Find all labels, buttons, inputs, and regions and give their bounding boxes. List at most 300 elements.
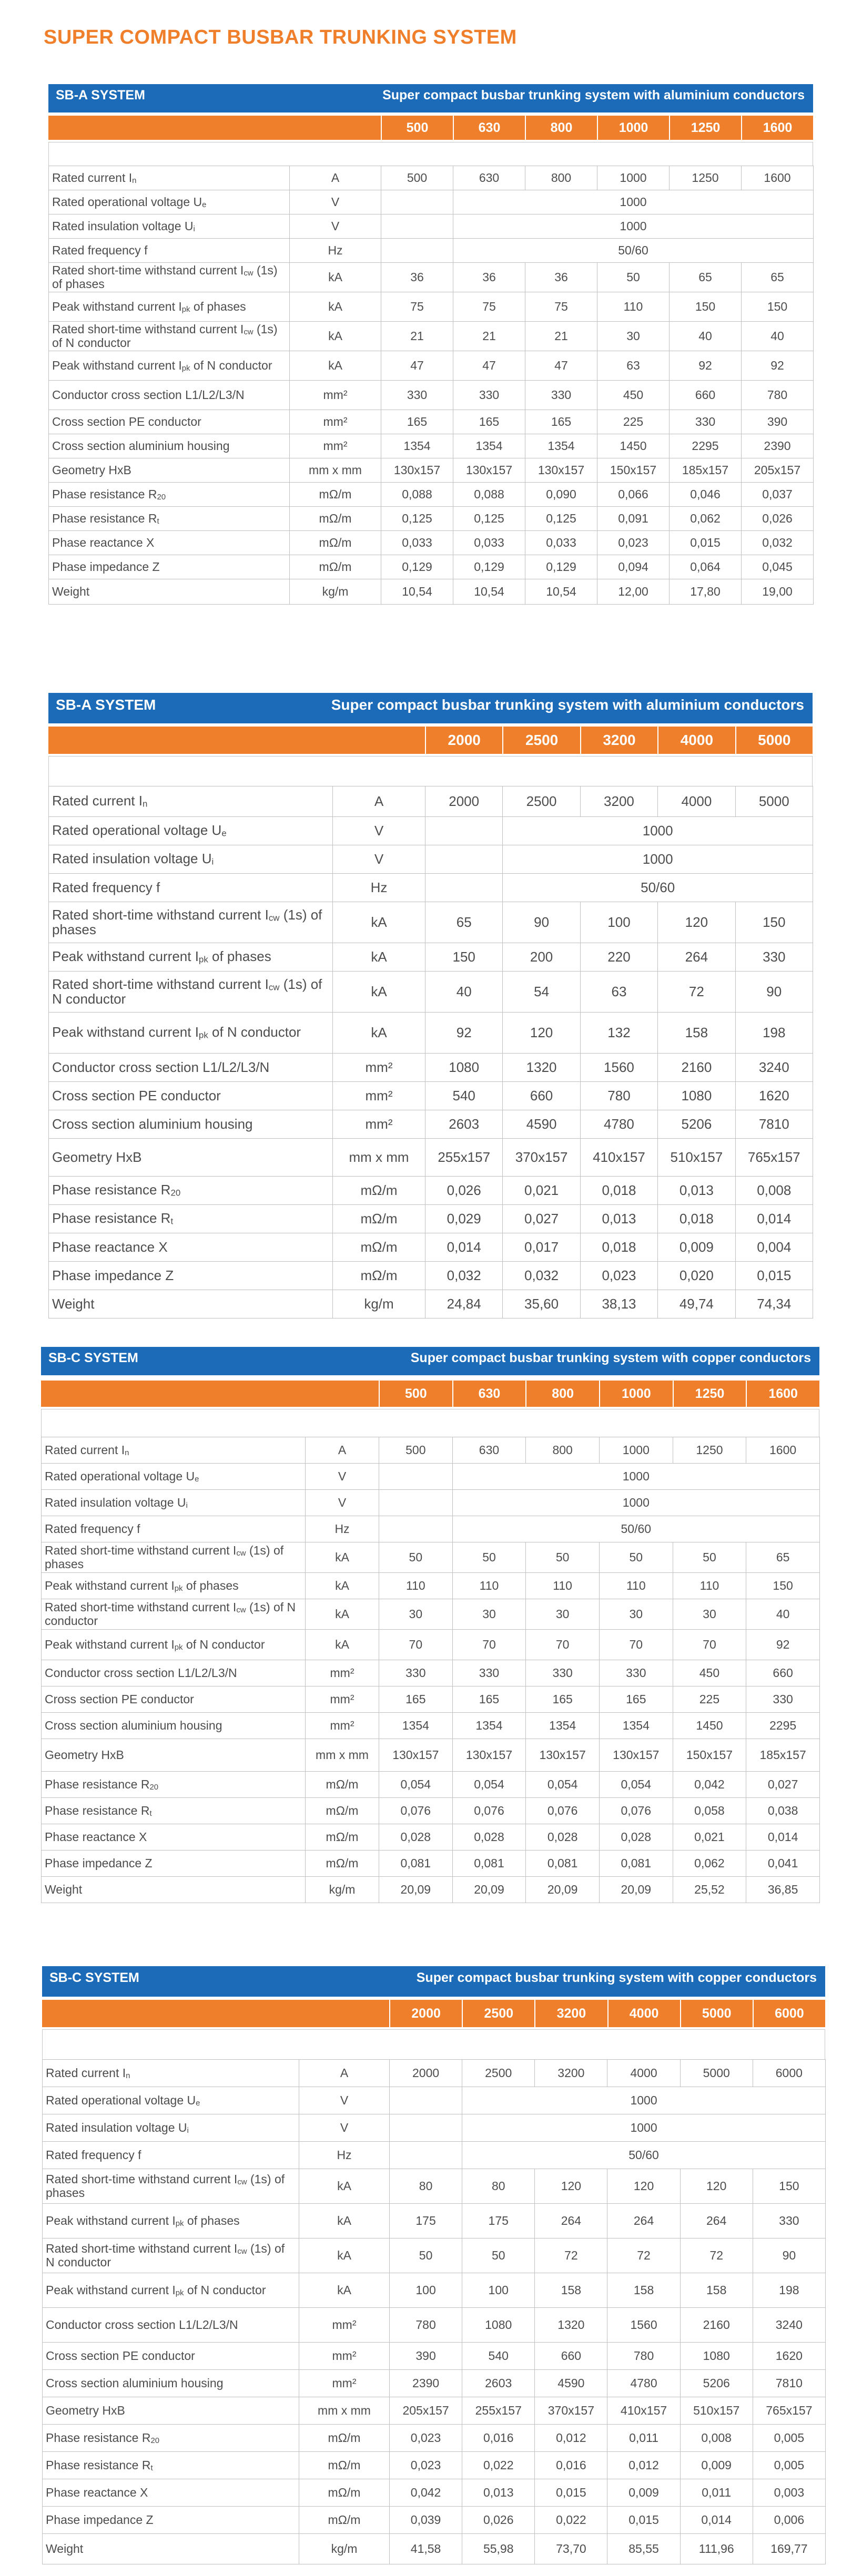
unit-cell: kA <box>333 943 425 972</box>
value-cell: 10,54 <box>453 579 525 605</box>
parameter-label: Conductor cross section L1/L2/L3/N <box>49 1054 333 1082</box>
merged-value-cell: 1000 <box>462 2087 826 2114</box>
value-cell: 5000 <box>735 786 813 817</box>
value-cell: 30 <box>379 1599 453 1630</box>
value-cell: 72 <box>658 972 735 1013</box>
value-cell: 0,018 <box>658 1205 735 1233</box>
value-cell: 75 <box>453 292 525 322</box>
value-cell: 0,015 <box>735 1262 813 1290</box>
value-cell: 0,129 <box>525 555 597 579</box>
parameter-label: Rated frequency f <box>43 2142 299 2169</box>
value-cell: 130x157 <box>525 458 597 483</box>
system-description: Super compact busbar trunking system with aluminium conductors <box>382 88 805 103</box>
value-cell: 41,58 <box>390 2534 462 2564</box>
merged-value-cell: 1000 <box>503 817 813 845</box>
parameter-label: Peak withstand current $I_{pk}$ of phases <box>42 1573 306 1599</box>
value-cell: 540 <box>425 1082 503 1110</box>
value-cell: 50 <box>379 1542 453 1573</box>
value-cell: 30 <box>673 1599 746 1630</box>
ratings-header-bar <box>41 1381 819 1407</box>
value-cell: 165 <box>452 1686 526 1713</box>
value-cell: 90 <box>735 972 813 1013</box>
parameter-label: Geometry HxB <box>49 1139 333 1177</box>
rating-header-cell: 630 <box>453 116 525 140</box>
value-cell: 780 <box>742 381 814 410</box>
value-cell: 110 <box>526 1573 600 1599</box>
unit-cell: mm² <box>299 2308 390 2343</box>
value-cell: 264 <box>607 2204 680 2238</box>
parameter-label: Conductor cross section L1/L2/L3/N <box>42 1660 306 1686</box>
parameter-label: Geometry HxB <box>49 458 290 483</box>
rating-header-cell: 3200 <box>534 2000 607 2027</box>
spacer-row <box>42 2029 825 2060</box>
value-cell: 510x157 <box>658 1139 735 1177</box>
unit-cell: kA <box>299 2238 390 2273</box>
value-cell: 1600 <box>746 1437 820 1464</box>
parameter-label: Weight <box>49 579 290 605</box>
value-cell: 0,046 <box>670 483 742 507</box>
merged-value-cell: 1000 <box>462 2114 826 2142</box>
parameter-label: Rated short-time withstand current $I_{cw}$ (1s) of N conductor <box>49 322 290 351</box>
table-row <box>49 351 814 381</box>
value-cell: 0,009 <box>658 1233 735 1262</box>
unit-cell: mΩ/m <box>290 531 381 555</box>
rating-header-cell: 5000 <box>680 2000 753 2027</box>
ratings-header-bar <box>48 727 813 754</box>
value-cell: 0,016 <box>462 2425 535 2452</box>
value-cell: 175 <box>390 2204 462 2238</box>
parameter-label: Phase resistance $R_{20}$ <box>43 2425 299 2452</box>
system-header-bar <box>41 1347 819 1375</box>
value-cell: 2160 <box>680 2308 753 2343</box>
table-row <box>42 1877 820 1903</box>
table-row <box>49 166 814 190</box>
parameter-label: Cross section aluminium housing <box>43 2370 299 2397</box>
value-cell: 0,016 <box>535 2452 607 2479</box>
table-row <box>49 555 814 579</box>
value-cell: 120 <box>607 2169 680 2204</box>
table-row <box>43 2452 826 2479</box>
value-cell: 200 <box>503 943 580 972</box>
value-cell: 0,005 <box>753 2452 825 2479</box>
parameter-label: Phase reactance X <box>49 531 290 555</box>
value-cell: 1450 <box>673 1713 746 1739</box>
value-cell: 158 <box>680 2273 753 2308</box>
value-cell: 20,09 <box>379 1877 453 1903</box>
value-cell: 0,015 <box>670 531 742 555</box>
value-cell: 0,129 <box>381 555 453 579</box>
value-cell: 20,09 <box>526 1877 600 1903</box>
table-row <box>43 2169 826 2204</box>
unit-cell: kA <box>306 1542 379 1573</box>
rating-header-cell: 500 <box>379 1381 452 1407</box>
value-cell: 0,022 <box>462 2452 535 2479</box>
table-row <box>49 845 813 874</box>
value-cell: 2000 <box>390 2060 462 2087</box>
value-cell: 1620 <box>735 1082 813 1110</box>
value-cell: 73,70 <box>535 2534 607 2564</box>
value-cell: 0,125 <box>525 507 597 531</box>
value-cell: 0,028 <box>452 1824 526 1851</box>
spec-table <box>42 2059 826 2564</box>
unit-cell: mΩ/m <box>306 1772 379 1798</box>
value-cell: 0,062 <box>673 1851 746 1877</box>
unit-cell: mΩ/m <box>306 1798 379 1824</box>
value-cell: 0,076 <box>599 1798 673 1824</box>
unit-cell: kA <box>290 351 381 381</box>
parameter-label: Rated insulation voltage $U_i$ <box>43 2114 299 2142</box>
parameter-label: Rated short-time withstand current $I_{cw}$ (1s) of N conductor <box>42 1599 306 1630</box>
value-cell: 50 <box>526 1542 600 1573</box>
table-row <box>42 1772 820 1798</box>
parameter-label: Phase reactance X <box>42 1824 306 1851</box>
ratings-header-bar <box>48 116 813 140</box>
value-cell: 50 <box>462 2238 535 2273</box>
unit-cell: mm² <box>333 1082 425 1110</box>
spec-table <box>41 1437 820 1903</box>
value-cell: 90 <box>753 2238 825 2273</box>
parameter-label: Rated short-time withstand current $I_{cw}$ (1s) of N conductor <box>43 2238 299 2273</box>
spacer-row <box>48 756 813 786</box>
unit-cell: A <box>299 2060 390 2087</box>
value-cell: 450 <box>673 1660 746 1686</box>
rating-header-cell: 500 <box>381 116 453 140</box>
value-cell: 150 <box>425 943 503 972</box>
merged-value-cell: 1000 <box>453 190 814 214</box>
value-cell: 21 <box>381 322 453 351</box>
value-cell: 0,090 <box>525 483 597 507</box>
value-cell: 92 <box>425 1013 503 1054</box>
parameter-label: Rated operational voltage $U_e$ <box>42 1464 306 1490</box>
table-row <box>42 1739 820 1772</box>
unit-cell: V <box>306 1490 379 1516</box>
table-row <box>49 214 814 239</box>
spacer-row <box>48 142 813 166</box>
unit-cell: A <box>290 166 381 190</box>
unit-cell: mm² <box>306 1713 379 1739</box>
value-cell: 0,039 <box>390 2507 462 2534</box>
value-cell: 30 <box>599 1599 673 1630</box>
value-cell: 35,60 <box>503 1290 580 1318</box>
value-cell: 765x157 <box>735 1139 813 1177</box>
parameter-label: Cross section aluminium housing <box>49 1110 333 1139</box>
unit-cell: mΩ/m <box>299 2479 390 2507</box>
parameter-label: Cross section PE conductor <box>42 1686 306 1713</box>
value-cell-empty <box>379 1516 453 1542</box>
value-cell: 0,011 <box>680 2479 753 2507</box>
value-cell: 1320 <box>535 2308 607 2343</box>
table-row <box>49 1205 813 1233</box>
value-cell: 800 <box>526 1437 600 1464</box>
value-cell-empty <box>425 817 503 845</box>
value-cell: 330 <box>379 1660 453 1686</box>
value-cell: 0,026 <box>425 1177 503 1205</box>
value-cell: 0,038 <box>746 1798 820 1824</box>
system-name: SB-C SYSTEM <box>49 1970 139 1985</box>
value-cell: 0,054 <box>452 1772 526 1798</box>
value-cell: 0,088 <box>381 483 453 507</box>
value-cell: 330 <box>746 1686 820 1713</box>
parameter-label: Phase resistance $R_{20}$ <box>49 483 290 507</box>
value-cell: 175 <box>462 2204 535 2238</box>
parameter-label: Phase impedance Z <box>43 2507 299 2534</box>
parameter-label: Weight <box>43 2534 299 2564</box>
value-cell: 0,032 <box>425 1262 503 1290</box>
table-row <box>49 874 813 902</box>
value-cell: 0,033 <box>381 531 453 555</box>
value-cell: 0,054 <box>599 1772 673 1798</box>
value-cell: 0,037 <box>742 483 814 507</box>
value-cell: 1620 <box>753 2343 825 2370</box>
value-cell: 225 <box>597 410 670 434</box>
table-row <box>49 1177 813 1205</box>
value-cell: 1560 <box>607 2308 680 2343</box>
value-cell: 21 <box>525 322 597 351</box>
value-cell: 330 <box>453 381 525 410</box>
value-cell: 800 <box>525 166 597 190</box>
parameter-label: Phase reactance X <box>49 1233 333 1262</box>
parameter-label: Peak withstand current $I_{pk}$ of phases <box>49 943 333 972</box>
unit-cell: mΩ/m <box>290 483 381 507</box>
table-row <box>43 2343 826 2370</box>
value-cell: 47 <box>525 351 597 381</box>
unit-cell: mΩ/m <box>306 1851 379 1877</box>
value-cell: 0,004 <box>735 1233 813 1262</box>
rating-header-cell: 1600 <box>746 1381 819 1407</box>
value-cell: 36,85 <box>746 1877 820 1903</box>
value-cell: 100 <box>390 2273 462 2308</box>
value-cell: 40 <box>742 322 814 351</box>
table-row <box>49 483 814 507</box>
value-cell: 0,008 <box>735 1177 813 1205</box>
value-cell: 2500 <box>462 2060 535 2087</box>
value-cell: 0,017 <box>503 1233 580 1262</box>
value-cell: 110 <box>379 1573 453 1599</box>
table-row <box>43 2397 826 2425</box>
value-cell: 264 <box>680 2204 753 2238</box>
value-cell-empty <box>379 1464 453 1490</box>
value-cell: 0,020 <box>658 1262 735 1290</box>
value-cell: 25,52 <box>673 1877 746 1903</box>
table-row <box>49 972 813 1013</box>
value-cell: 0,003 <box>753 2479 825 2507</box>
value-cell: 780 <box>607 2343 680 2370</box>
parameter-label: Phase reactance X <box>43 2479 299 2507</box>
unit-cell: mΩ/m <box>299 2507 390 2534</box>
value-cell: 450 <box>597 381 670 410</box>
parameter-label: Phase resistance $R_{20}$ <box>42 1772 306 1798</box>
value-cell: 660 <box>535 2343 607 2370</box>
unit-cell: kA <box>333 1013 425 1054</box>
rating-header-cell: 1250 <box>673 1381 746 1407</box>
value-cell: 150 <box>735 902 813 943</box>
value-cell: 0,064 <box>670 555 742 579</box>
value-cell: 1354 <box>379 1713 453 1739</box>
value-cell: 30 <box>526 1599 600 1630</box>
value-cell: 80 <box>390 2169 462 2204</box>
unit-cell: mm² <box>290 410 381 434</box>
value-cell: 130x157 <box>526 1739 600 1772</box>
value-cell: 85,55 <box>607 2534 680 2564</box>
unit-cell: mm x mm <box>306 1739 379 1772</box>
table-row <box>49 1082 813 1110</box>
value-cell: 0,125 <box>453 507 525 531</box>
merged-value-cell: 50/60 <box>462 2142 826 2169</box>
system-description: Super compact busbar trunking system with aluminium conductors <box>331 697 804 713</box>
value-cell: 0,032 <box>503 1262 580 1290</box>
unit-cell: mm² <box>299 2370 390 2397</box>
value-cell: 158 <box>658 1013 735 1054</box>
unit-cell: mm² <box>333 1110 425 1139</box>
value-cell: 2295 <box>746 1713 820 1739</box>
unit-cell: kg/m <box>333 1290 425 1318</box>
value-cell: 50 <box>599 1542 673 1573</box>
table-row <box>49 381 814 410</box>
value-cell: 1600 <box>742 166 814 190</box>
value-cell: 1354 <box>525 434 597 458</box>
value-cell: 0,014 <box>425 1233 503 1262</box>
value-cell: 63 <box>597 351 670 381</box>
value-cell: 0,023 <box>390 2425 462 2452</box>
value-cell: 660 <box>503 1082 580 1110</box>
unit-cell: V <box>306 1464 379 1490</box>
table-row <box>49 1139 813 1177</box>
value-cell: 0,015 <box>607 2507 680 2534</box>
value-cell: 20,09 <box>599 1877 673 1903</box>
value-cell: 0,009 <box>607 2479 680 2507</box>
value-cell: 150 <box>746 1573 820 1599</box>
system-header-bar <box>48 693 813 723</box>
table-row <box>43 2425 826 2452</box>
value-cell: 63 <box>580 972 657 1013</box>
merged-value-cell: 1000 <box>453 214 814 239</box>
unit-cell: mΩ/m <box>290 507 381 531</box>
parameter-label: Rated current $I_n$ <box>49 786 333 817</box>
value-cell: 0,014 <box>746 1824 820 1851</box>
unit-cell: kA <box>306 1599 379 1630</box>
value-cell-empty <box>425 845 503 874</box>
value-cell: 0,042 <box>390 2479 462 2507</box>
value-cell: 255x157 <box>462 2397 535 2425</box>
parameter-label: Weight <box>49 1290 333 1318</box>
value-cell: 1000 <box>599 1437 673 1464</box>
value-cell: 49,74 <box>658 1290 735 1318</box>
value-cell: 1354 <box>381 434 453 458</box>
merged-value-cell: 50/60 <box>452 1516 819 1542</box>
value-cell: 390 <box>742 410 814 434</box>
value-cell: 72 <box>535 2238 607 2273</box>
table-row <box>49 1013 813 1054</box>
unit-cell: kg/m <box>306 1877 379 1903</box>
value-cell: 0,023 <box>390 2452 462 2479</box>
rating-header-cell: 6000 <box>753 2000 825 2027</box>
value-cell: 780 <box>390 2308 462 2343</box>
value-cell: 330 <box>381 381 453 410</box>
value-cell: 10,54 <box>381 579 453 605</box>
parameter-label: Phase impedance Z <box>49 555 290 579</box>
value-cell: 75 <box>525 292 597 322</box>
unit-cell: mm² <box>290 381 381 410</box>
table-row <box>42 1490 820 1516</box>
value-cell: 80 <box>462 2169 535 2204</box>
value-cell: 185x157 <box>746 1739 820 1772</box>
parameter-label: Conductor cross section L1/L2/L3/N <box>49 381 290 410</box>
merged-value-cell: 50/60 <box>453 239 814 263</box>
parameter-label: Rated operational voltage $U_e$ <box>49 817 333 845</box>
value-cell: 130x157 <box>599 1739 673 1772</box>
unit-cell: Hz <box>306 1516 379 1542</box>
value-cell: 0,014 <box>680 2507 753 2534</box>
unit-cell: mm x mm <box>333 1139 425 1177</box>
value-cell: 0,081 <box>599 1851 673 1877</box>
unit-cell: V <box>299 2087 390 2114</box>
parameter-label: Rated frequency f <box>49 874 333 902</box>
value-cell: 65 <box>670 263 742 292</box>
value-cell: 130x157 <box>381 458 453 483</box>
system-name: SB-A SYSTEM <box>56 697 156 713</box>
value-cell: 40 <box>425 972 503 1013</box>
table-row <box>42 1573 820 1599</box>
value-cell: 150 <box>670 292 742 322</box>
value-cell-empty <box>379 1490 453 1516</box>
table-row <box>43 2507 826 2534</box>
unit-cell: kA <box>299 2169 390 2204</box>
unit-cell: kA <box>333 902 425 943</box>
value-cell: 205x157 <box>390 2397 462 2425</box>
unit-cell: mΩ/m <box>333 1205 425 1233</box>
value-cell: 130x157 <box>453 458 525 483</box>
rating-header-cell: 1000 <box>597 116 669 140</box>
unit-cell: mm² <box>290 434 381 458</box>
value-cell: 50 <box>390 2238 462 2273</box>
table-row <box>43 2142 826 2169</box>
value-cell: 120 <box>680 2169 753 2204</box>
parameter-label: Geometry HxB <box>43 2397 299 2425</box>
value-cell: 0,022 <box>535 2507 607 2534</box>
value-cell: 0,081 <box>452 1851 526 1877</box>
system-header-bar <box>48 84 813 113</box>
value-cell: 2603 <box>425 1110 503 1139</box>
value-cell: 330 <box>526 1660 600 1686</box>
value-cell: 0,014 <box>735 1205 813 1233</box>
value-cell: 0,023 <box>580 1262 657 1290</box>
table-row <box>49 579 814 605</box>
unit-cell: Hz <box>290 239 381 263</box>
value-cell: 540 <box>462 2343 535 2370</box>
value-cell: 205x157 <box>742 458 814 483</box>
value-cell: 92 <box>670 351 742 381</box>
table-row <box>43 2060 826 2087</box>
value-cell: 150x157 <box>673 1739 746 1772</box>
parameter-label: Cross section PE conductor <box>43 2343 299 2370</box>
unit-cell: Hz <box>299 2142 390 2169</box>
parameter-label: Phase resistance $R_t$ <box>42 1798 306 1824</box>
table-row <box>49 190 814 214</box>
value-cell: 5000 <box>680 2060 753 2087</box>
value-cell: 0,021 <box>503 1177 580 1205</box>
value-cell: 72 <box>607 2238 680 2273</box>
ratings-header-bar <box>42 2000 825 2027</box>
table-row <box>42 1851 820 1877</box>
value-cell: 0,029 <box>425 1205 503 1233</box>
parameter-label: Rated current $I_n$ <box>43 2060 299 2087</box>
parameter-label: Rated insulation voltage $U_i$ <box>42 1490 306 1516</box>
value-cell: 370x157 <box>503 1139 580 1177</box>
rating-header-cell: 1250 <box>669 116 741 140</box>
value-cell-empty <box>425 874 503 902</box>
table-row <box>49 1233 813 1262</box>
unit-cell: kA <box>290 322 381 351</box>
